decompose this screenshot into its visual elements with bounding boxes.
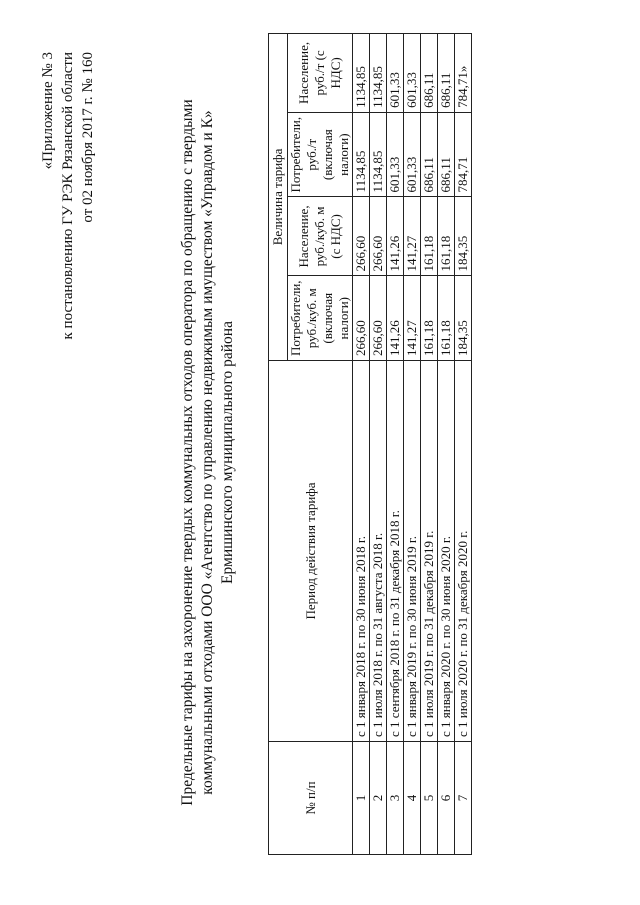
row-population-t: 686,11 bbox=[438, 33, 455, 112]
row-number: 6 bbox=[438, 742, 455, 855]
row-consumers-m3: 266,60 bbox=[353, 276, 370, 361]
row-consumers-m3: 266,60 bbox=[370, 276, 387, 361]
appendix-line-1: «Приложение № 3 bbox=[40, 52, 56, 170]
row-period: с 1 сентября 2018 г. по 31 декабря 2018 г. bbox=[387, 361, 404, 742]
row-consumers-m3: 161,18 bbox=[421, 276, 438, 361]
heading-line-3: Ермишинского муниципального района bbox=[219, 321, 236, 584]
row-period: с 1 января 2019 г. по 30 июня 2019 г. bbox=[404, 361, 421, 742]
row-population-m3: 161,18 bbox=[421, 197, 438, 276]
row-consumers-m3: 161,18 bbox=[438, 276, 455, 361]
table-row bbox=[421, 33, 438, 854]
row-period: с 1 июля 2018 г. по 31 августа 2018 г. bbox=[370, 361, 387, 742]
row-period: с 1 января 2020 г. по 30 июня 2020 г. bbox=[438, 361, 455, 742]
row-number: 1 bbox=[353, 742, 370, 855]
row-number: 3 bbox=[387, 742, 404, 855]
appendix-line-3: от 02 ноября 2017 г. № 160 bbox=[80, 52, 96, 223]
table-row bbox=[455, 33, 472, 854]
table-row bbox=[387, 33, 404, 854]
row-population-t: 1134,85 bbox=[353, 33, 370, 112]
row-population-m3: 141,27 bbox=[404, 197, 421, 276]
row-consumers-m3: 184,35 bbox=[455, 276, 472, 361]
row-consumers-t: 601,33 bbox=[387, 112, 404, 197]
row-consumers-m3: 141,27 bbox=[404, 276, 421, 361]
row-number: 7 bbox=[455, 742, 472, 855]
row-population-m3: 266,60 bbox=[370, 197, 387, 276]
row-consumers-t: 784,71 bbox=[455, 112, 472, 197]
row-population-t: 784,71» bbox=[455, 33, 472, 112]
row-number: 5 bbox=[421, 742, 438, 855]
row-period: с 1 июля 2019 г. по 31 декабря 2019 г. bbox=[421, 361, 438, 742]
row-population-m3: 161,18 bbox=[438, 197, 455, 276]
row-population-m3: 184,35 bbox=[455, 197, 472, 276]
document-heading bbox=[178, 0, 238, 905]
row-period: с 1 января 2018 г. по 30 июня 2018 г. bbox=[353, 361, 370, 742]
row-population-m3: 141,26 bbox=[387, 197, 404, 276]
row-consumers-m3: 141,26 bbox=[387, 276, 404, 361]
appendix-block bbox=[38, 52, 98, 339]
tariff-table bbox=[268, 33, 472, 855]
appendix-line-2: к постановлению ГУ РЭК Рязанской области bbox=[60, 52, 76, 340]
row-population-t: 601,33 bbox=[404, 33, 421, 112]
table-row bbox=[438, 33, 455, 854]
row-consumers-t: 1134,85 bbox=[353, 112, 370, 197]
table-row bbox=[370, 33, 387, 854]
row-population-t: 601,33 bbox=[387, 33, 404, 112]
row-consumers-t: 686,11 bbox=[438, 112, 455, 197]
row-population-t: 1134,85 bbox=[370, 33, 387, 112]
row-period: с 1 июля 2020 г. по 31 декабря 2020 г. bbox=[455, 361, 472, 742]
header-period: Период действия тарифа bbox=[269, 361, 353, 742]
header-population-t: Население, руб./т (с НДС) bbox=[288, 33, 353, 112]
row-number: 4 bbox=[404, 742, 421, 855]
header-tariff-value: Величина тарифа bbox=[269, 33, 288, 360]
row-number: 2 bbox=[370, 742, 387, 855]
row-consumers-t: 1134,85 bbox=[370, 112, 387, 197]
row-consumers-t: 601,33 bbox=[404, 112, 421, 197]
table-row bbox=[404, 33, 421, 854]
row-population-m3: 266,60 bbox=[353, 197, 370, 276]
header-number: № п/п bbox=[269, 742, 353, 855]
heading-line-1: Предельные тарифы на захоронение твердых коммунальных отходов оператора по обращению с твердыми bbox=[179, 99, 196, 806]
row-population-t: 686,11 bbox=[421, 33, 438, 112]
row-consumers-t: 686,11 bbox=[421, 112, 438, 197]
table-row bbox=[353, 33, 370, 854]
heading-line-2: коммунальными отходами ООО «Агентство по управлению недвижимым имуществом «Управдом и К» bbox=[199, 110, 216, 795]
header-consumers-m3: Потребители, руб./куб. м (включая налоги) bbox=[288, 276, 353, 361]
header-population-m3: Население, руб./куб. м (с НДС) bbox=[288, 197, 353, 276]
header-consumers-t: Потребители, руб./т (включая налоги) bbox=[288, 112, 353, 197]
